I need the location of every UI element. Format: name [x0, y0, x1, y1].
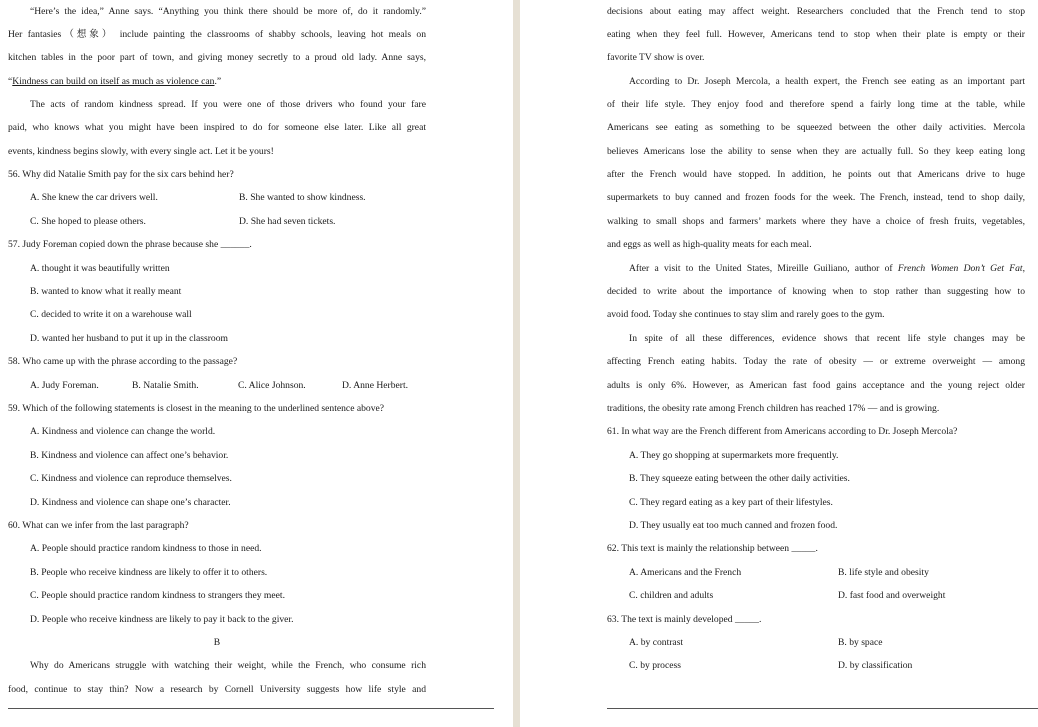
question-62-stem: 62. This text is mainly the relationship between _____.	[607, 543, 818, 554]
passage-line: of their life style. They enjoy food and therefore spend a fairly long time at the table, while	[607, 99, 1025, 110]
passage-line: after the French would have stopped. In addition, he points out that Americans drive to huge	[607, 169, 1025, 180]
option-60d: D. People who receive kindness are likely to pay it back to the giver.	[30, 614, 294, 625]
text-span: After a visit to the United States, Mireille Guiliano, author of	[629, 263, 898, 274]
open-quote: “	[8, 76, 13, 87]
question-62-options-row-2	[607, 589, 1025, 603]
text-span: ,	[1022, 263, 1025, 274]
option-57c: C. decided to write it on a warehouse wall	[30, 309, 192, 320]
option-56b: B. She wanted to show kindness.	[239, 192, 366, 203]
option-57a: A. thought it was beautifully written	[30, 263, 170, 274]
question-63-stem: 63. The text is mainly developed _____.	[607, 614, 762, 625]
option-58d: D. Anne Herbert.	[342, 380, 409, 391]
passage-line: events, kindness begins slowly, with every single act. Let it be yours!	[8, 146, 274, 157]
option-59a: A. Kindness and violence can change the world.	[30, 426, 216, 437]
option-62a: A. Americans and the French	[629, 567, 742, 578]
question-56-options-row-2	[8, 215, 426, 229]
question-57-stem: 57. Judy Foreman copied down the phrase because she ______.	[8, 239, 252, 250]
option-63a: A. by contrast	[629, 637, 684, 648]
passage-line: favorite TV show is over.	[607, 52, 705, 63]
option-61b: B. They squeeze eating between the other daily activities.	[629, 473, 850, 484]
option-57b: B. wanted to know what it really meant	[30, 286, 182, 297]
question-61-stem: 61. In what way are the French different from Americans according to Dr. Joseph Mercola?	[607, 426, 958, 437]
passage-b-line: Why do Americans struggle with watching their weight, while the French, who consume rich	[30, 660, 426, 671]
question-58-stem: 58. Who came up with the phrase according to the passage?	[8, 356, 238, 367]
page-gutter	[513, 0, 520, 727]
question-56-options-row-1	[8, 191, 426, 205]
close-quote: .”	[214, 76, 222, 87]
option-62b: B. life style and obesity	[838, 567, 929, 578]
passage-line: In spite of all these differences, evidence shows that recent life style changes may be	[629, 333, 1025, 344]
passage-line-underlined	[8, 75, 426, 89]
passage-line: avoid food. Today she continues to stay slim and rarely goes to the gym.	[607, 309, 885, 320]
option-63d: D. by classification	[838, 660, 913, 671]
passage-line: adults is only 6%. However, as American fast food gains acceptance and the young reject older	[607, 380, 1025, 391]
passage-line: walking to small shops and farmers’ markets where they have a choice of fresh fruits, vegetables,	[607, 216, 1025, 227]
option-62c: C. children and adults	[629, 590, 714, 601]
passage-line: decided to write about the importance of knowing when to stop rather than suggesting how to	[607, 286, 1025, 297]
right-page	[520, 0, 1038, 727]
passage-line: believes Americans lose the ability to sense when they are actually full. So they keep eating long	[607, 146, 1025, 157]
book-title: French Women Don’t Get Fat	[897, 263, 1023, 274]
option-58a: A. Judy Foreman.	[30, 380, 99, 391]
passage-line: supermarkets to buy canned and frozen foods for the week. The French, instead, tend to shop daily,	[607, 192, 1025, 203]
option-56c: C. She hoped to please others.	[30, 216, 146, 227]
underlined-sentence: Kindness can build on itself as much as violence can	[12, 76, 215, 87]
option-56a: A. She knew the car drivers well.	[30, 192, 158, 203]
option-58b: B. Natalie Smith.	[132, 380, 199, 391]
section-heading-b: B	[213, 637, 221, 648]
option-61c: C. They regard eating as a key part of their lifestyles.	[629, 497, 833, 508]
question-63-options-row-1	[607, 636, 1025, 650]
question-56-stem: 56. Why did Natalie Smith pay for the six cars behind her?	[8, 169, 234, 180]
option-60c: C. People should practice random kindness to strangers they meet.	[30, 590, 285, 601]
passage-line: decisions about eating may affect weight. Researchers concluded that the French tend to stop	[607, 6, 1025, 17]
question-58-options	[8, 379, 426, 393]
option-59c: C. Kindness and violence can reproduce themselves.	[30, 473, 232, 484]
passage-line: Americans see eating as something to be squeezed between the other daily activities. Mercola	[607, 122, 1025, 133]
option-56d: D. She had seven tickets.	[239, 216, 336, 227]
question-63-options-row-2	[607, 659, 1025, 673]
passage-line: eating when they feel full. However, Americans tend to stop when their plate is empty or their	[607, 29, 1025, 40]
option-61d: D. They usually eat too much canned and frozen food.	[629, 520, 838, 531]
option-57d: D. wanted her husband to put it up in the classroom	[30, 333, 228, 344]
passage-line: paid, who knows what you might have been inspired to do for someone else later. Like all great	[8, 122, 426, 133]
option-60a: A. People should practice random kindness to those in need.	[30, 543, 262, 554]
option-63b: B. by space	[838, 637, 883, 648]
page-bottom-rule	[8, 708, 494, 709]
passage-line: The acts of random kindness spread. If you were one of those drivers who found your fare	[30, 99, 426, 110]
left-page	[0, 0, 513, 727]
passage-line: and eggs as well as high-quality meats for each meal.	[607, 239, 812, 250]
option-61a: A. They go shopping at supermarkets more frequently.	[629, 450, 839, 461]
passage-b-line: food, continue to stay thin? Now a research by Cornell University suggests how life style and	[8, 684, 426, 695]
option-58c: C. Alice Johnson.	[238, 380, 306, 391]
question-62-options-row-1	[607, 566, 1025, 580]
passage-line: affecting French eating habits. Today the rate of obesity — or extreme overweight — among	[607, 356, 1025, 367]
page-bottom-rule	[607, 708, 1038, 709]
passage-line: According to Dr. Joseph Mercola, a health expert, the French see eating as an important part	[629, 76, 1025, 87]
question-59-stem: 59. Which of the following statements is closest in the meaning to the underlined sentence above?	[8, 403, 385, 414]
passage-line-book-title	[607, 262, 1025, 276]
option-62d: D. fast food and overweight	[838, 590, 946, 601]
passage-line: traditions, the obesity rate among French children has reached 17% — and is growing.	[607, 403, 940, 414]
option-59d: D. Kindness and violence can shape one’s character.	[30, 497, 231, 508]
passage-line: “Here’s the idea,” Anne says. “Anything you think there should be more of, do it randomly.”	[30, 6, 426, 17]
passage-line: kitchen tables in the poor part of town, and giving money secretly to a proud old lady. Anne says,	[8, 52, 426, 63]
option-63c: C. by process	[629, 660, 681, 671]
question-60-stem: 60. What can we infer from the last paragraph?	[8, 520, 189, 531]
option-59b: B. Kindness and violence can affect one’s behavior.	[30, 450, 229, 461]
passage-line: Her fantasies（想象） include painting the classrooms of shabby schools, leaving hot meals on	[8, 29, 426, 40]
option-60b: B. People who receive kindness are likely to offer it to others.	[30, 567, 268, 578]
